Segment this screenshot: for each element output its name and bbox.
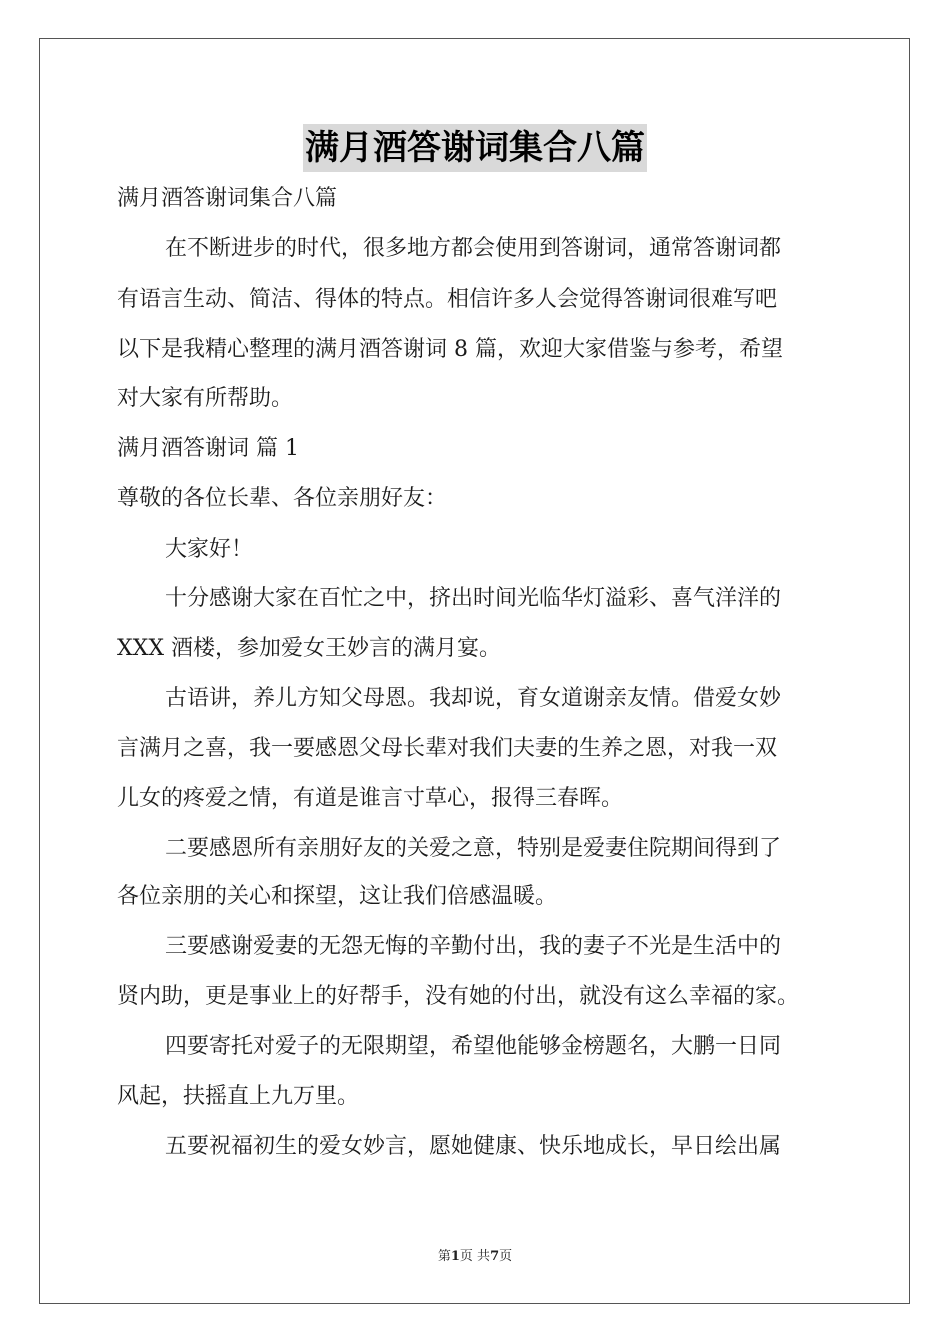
paragraph-line: 十分感谢大家在百忙之中，挤出时间光临华灯溢彩、喜气洋洋的 [165,586,782,611]
paragraph-line: 三要感谢爱妻的无怨无悔的辛勤付出，我的妻子不光是生活中的 [165,934,782,959]
document-title: 满月酒答谢词集合八篇 [303,124,647,172]
paragraph-line: 言满月之喜，我一要感恩父母长辈对我们夫妻的生养之恩，对我一双 [117,736,778,761]
section-heading: 满月酒答谢词 篇 1 [117,436,299,461]
page-current-number: 1 [450,1249,460,1264]
paragraph-line: 对大家有所帮助。 [117,386,294,411]
footer-suffix: 页 [499,1249,513,1264]
paragraph-line: 有语言生动、简洁、得体的特点。相信许多人会觉得答谢词很难写吧 [117,287,778,312]
paragraph-line: 二要感恩所有亲朋好友的关爱之意，特别是爱妻住院期间得到了 [165,836,782,861]
subtitle-line: 满月酒答谢词集合八篇 [117,186,338,211]
paragraph-line: 以下是我精心整理的满月酒答谢词 8 篇，欢迎大家借鉴与参考，希望 [117,337,783,362]
paragraph-line: XXX 酒楼，参加爱女王妙言的满月宴。 [117,636,501,661]
paragraph-line: 风起，扶摇直上九万里。 [117,1084,360,1109]
page-footer [0,1247,950,1267]
greeting-line: 大家好！ [165,537,254,562]
paragraph-line: 各位亲朋的关心和探望，这让我们倍感温暖。 [117,884,558,909]
footer-mid: 页 共 [459,1249,491,1264]
paragraph-line: 在不断进步的时代，很多地方都会使用到答谢词，通常答谢词都 [165,236,782,261]
paragraph-line: 古语讲，养儿方知父母恩。我却说，育女道谢亲友情。借爱女妙 [165,686,782,711]
page-total-number: 7 [490,1249,500,1264]
paragraph-line: 儿女的疼爱之情，有道是谁言寸草心，报得三春晖。 [117,786,624,811]
paragraph-line: 五要祝福初生的爱女妙言，愿她健康、快乐地成长，早日绘出属 [165,1134,782,1159]
page-border [39,38,910,1304]
footer-prefix: 第 [437,1249,451,1264]
title-wrap [0,124,950,172]
paragraph-line: 四要寄托对爱子的无限期望，希望他能够金榜题名，大鹏一日同 [165,1034,782,1059]
salutation-line: 尊敬的各位长辈、各位亲朋好友： [117,486,448,511]
paragraph-line: 贤内助，更是事业上的好帮手，没有她的付出，就没有这么幸福的家。 [117,984,800,1009]
